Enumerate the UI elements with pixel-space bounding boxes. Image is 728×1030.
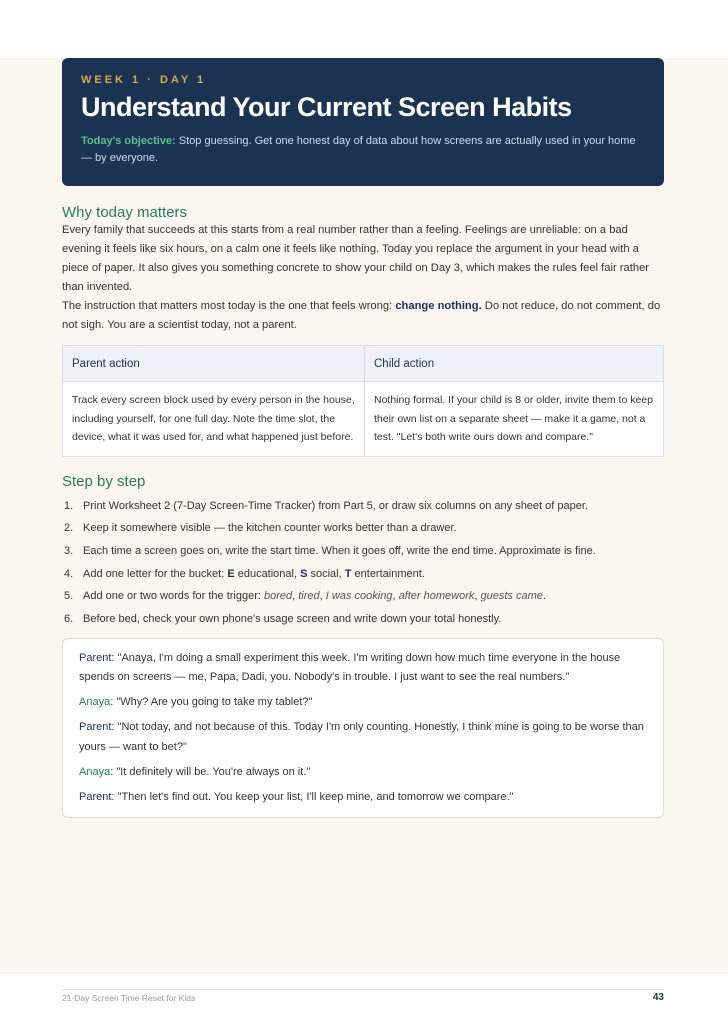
table-row [63, 382, 664, 457]
step-number: 6. [64, 612, 74, 625]
parent-action-cell: Track every screen block used by every person in the house, including yourself, for one full day. Note the time slot, the device, what it was used for, and what happened just before. [63, 382, 365, 457]
book-title: 21-Day Screen Time Reset for Kids [62, 993, 196, 1003]
step-text [83, 567, 425, 581]
step-pre: Add one or two words for the trigger: [83, 590, 264, 603]
step-text [83, 589, 546, 603]
trigger-word: bored [263, 590, 293, 603]
dialogue-text: : "Why? Are you going to take my tablet?" [110, 696, 313, 709]
dialogue-text: : "It definitely will be. You're always on it." [110, 765, 311, 778]
dialogue-text: : "Not today, and not because of this. Today I'm only counting. Honestly, I think mine is going to be worse than yours — want to bet?" [79, 721, 644, 753]
week-day-kicker: WEEK 1 · DAY 1 [81, 74, 207, 86]
trigger-word: guests came [480, 590, 543, 603]
list-item [62, 612, 664, 626]
dialogue-line [79, 763, 647, 783]
objective [81, 133, 645, 167]
list-item [62, 521, 664, 535]
step-text: Print Worksheet 2 (7-Day Screen-Time Tracker) from Part 5, or draw six columns on any sheet of paper. [83, 499, 588, 512]
trigger-word: I was cooking [325, 590, 393, 603]
p2-end: Do not reduce, do not comment, do not sigh. You are a scientist today, not a parent. [62, 300, 661, 331]
dialogue-text: : "Then let's find out. You keep your list, I'll keep mine, and tomorrow we compare." [111, 790, 514, 803]
actions-table [62, 345, 664, 457]
speaker-name: Parent [79, 651, 112, 664]
page-number: 43 [652, 992, 664, 1003]
bucket-text: entertainment. [351, 567, 425, 580]
page-footer [62, 989, 664, 1003]
steps-heading: Step by step [62, 472, 146, 490]
child-action-header: Child action [365, 346, 664, 382]
bucket-letter: E [227, 567, 235, 580]
step-number: 4. [64, 567, 74, 580]
separator: , [392, 590, 399, 603]
objective-label: Today's objective: [81, 135, 176, 147]
day-header-card [62, 58, 664, 186]
steps-list [62, 499, 664, 626]
separator: . [542, 590, 546, 603]
step-text: Keep it somewhere visible — the kitchen counter works better than a drawer. [83, 522, 457, 535]
speaker-name: Parent [79, 790, 112, 803]
list-item [62, 544, 664, 558]
objective-text: Stop guessing. Get one honest day of data about how screens are actually used in your home — by everyone. [81, 135, 636, 164]
list-item [62, 499, 664, 513]
child-action-cell: Nothing formal. If your child is 8 or older, invite them to keep their own list on a separate sheet — make it a game, not a test. "Let's both write ours down and compare." [365, 382, 664, 457]
step-number: 1. [64, 499, 74, 512]
trigger-word: after homework [398, 590, 475, 603]
why-paragraph-1: Every family that succeeds at this starts from a real number rather than a feeling. Feelings are unreliable: on a bad evening it feels like six hours, on a calm one it feels like nothing. Today you replace the argument in your head with a piece of paper. It also gives you something concrete to show your child on Day 3, which makes the rules feel fair rather than invented. [62, 224, 650, 293]
trigger-word: tired [298, 590, 320, 603]
why-paragraph-2 [62, 297, 664, 335]
bucket-text: educational, [234, 567, 301, 580]
why-heading: Why today matters [62, 204, 188, 221]
list-item [62, 567, 664, 581]
separator: , [474, 590, 481, 603]
dialogue-box [62, 638, 664, 819]
step-pre: Add one letter for the bucket: [83, 567, 228, 580]
step-number: 2. [64, 522, 74, 535]
parent-action-header: Parent action [63, 346, 365, 382]
dialogue-line [79, 693, 647, 713]
table-header-row [63, 346, 664, 382]
speaker-name: Anaya [79, 696, 111, 709]
dialogue-line [79, 788, 647, 808]
p2-start: The instruction that matters most today is the one that feels wrong: [62, 300, 396, 312]
dialogue-line [79, 718, 647, 757]
page-content [62, 58, 664, 818]
step-text: Before bed, check your own phone's usage screen and write down your total honestly. [83, 612, 502, 625]
speaker-name: Anaya [79, 765, 111, 778]
bucket-text: social, [307, 567, 345, 580]
dialogue-line [79, 649, 647, 688]
speaker-name: Parent [79, 721, 112, 734]
separator: , [292, 590, 299, 603]
step-number: 3. [64, 544, 74, 557]
step-number: 5. [64, 590, 74, 603]
separator: , [319, 590, 326, 603]
p2-bold: change nothing. [395, 300, 482, 312]
dialogue-text: : "Anaya, I'm doing a small experiment this week. I'm writing down how much time everyone in the house spends on screens — me, Papa, Dadi, you. Nobody's in trouble. I just want to see the real numbers." [79, 651, 621, 684]
step-text: Each time a screen goes on, write the start time. When it goes off, write the end time. Approximate is fine. [83, 544, 596, 557]
bucket-letter: S [300, 567, 308, 580]
list-item [62, 589, 664, 603]
bucket-letter: T [344, 567, 352, 580]
page-title: Understand Your Current Screen Habits [81, 92, 572, 122]
